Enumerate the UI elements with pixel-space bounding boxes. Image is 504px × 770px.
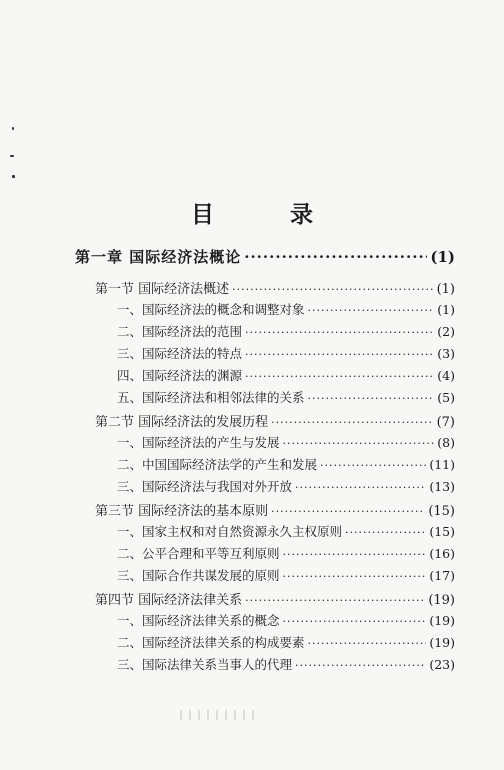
dot-leader xyxy=(271,416,433,429)
toc-page-number: (16) xyxy=(429,546,455,561)
toc-section-4[interactable] xyxy=(95,589,455,608)
toc-item[interactable] xyxy=(117,300,455,318)
dot-leader xyxy=(245,594,425,607)
toc-page-number: (19) xyxy=(429,635,455,650)
dot-leader xyxy=(295,481,426,494)
scan-speck xyxy=(10,155,14,157)
toc-item[interactable] xyxy=(117,566,455,584)
toc-entry-label: 二、国际经济法律关系的构成要素 xyxy=(117,635,305,650)
toc-entry-label: 一、国际经济法的概念和调整对象 xyxy=(117,302,305,317)
toc-page-number: (15) xyxy=(429,524,455,539)
toc-entry-label: 四、国际经济法的渊源 xyxy=(117,368,243,383)
toc-page-number: (11) xyxy=(429,457,455,472)
toc-entry-label: 三、国际法律关系当事人的代理 xyxy=(117,657,293,672)
dot-leader xyxy=(283,615,427,628)
toc-item[interactable] xyxy=(117,366,455,384)
dot-leader xyxy=(245,326,434,339)
toc-entry-label: 第二节 国际经济法的发展历程 xyxy=(95,415,269,430)
toc-item[interactable] xyxy=(117,655,455,673)
toc-entry-label: 三、国际合作共谋发展的原则 xyxy=(117,568,280,583)
toc-entry-label: 第四节 国际经济法律关系 xyxy=(95,593,243,608)
toc-entry-label: 第三节 国际经济法的基本原则 xyxy=(95,504,269,519)
dot-leader xyxy=(245,348,434,361)
toc-page-number: (19) xyxy=(428,593,455,608)
scan-speck xyxy=(12,175,15,178)
toc-entry-label: 三、国际经济法的特点 xyxy=(117,346,243,361)
toc-item[interactable] xyxy=(117,633,455,651)
scan-speck xyxy=(12,127,14,130)
toc-page-number: (23) xyxy=(429,657,455,672)
toc-entry-label: 第一节 国际经济法概述 xyxy=(95,282,230,297)
toc-page-number: (13) xyxy=(429,479,455,494)
dot-leader xyxy=(245,370,434,383)
dot-leader xyxy=(232,283,433,296)
dot-leader xyxy=(308,392,435,405)
dot-leader xyxy=(244,248,427,266)
dot-leader xyxy=(295,659,426,672)
dot-leader xyxy=(283,570,427,583)
toc-item[interactable] xyxy=(117,611,455,629)
toc-entry-label: 二、中国国际经济法学的产生和发展 xyxy=(117,457,318,472)
dot-leader xyxy=(283,437,435,450)
toc-item[interactable] xyxy=(117,322,455,340)
dot-leader xyxy=(320,459,426,472)
toc-entry-label: 第一章 国际经济法概论 xyxy=(75,248,242,266)
dot-leader xyxy=(345,526,426,539)
toc-item[interactable] xyxy=(117,433,455,451)
toc-page-number: (7) xyxy=(436,415,455,430)
toc-item[interactable] xyxy=(117,388,455,406)
toc-item[interactable] xyxy=(117,544,455,562)
dot-leader xyxy=(308,637,427,650)
toc-page-number: (8) xyxy=(437,435,455,450)
toc-page-number: (4) xyxy=(437,368,455,383)
toc-page-number: (19) xyxy=(429,613,455,628)
toc-section-3[interactable] xyxy=(95,500,455,519)
toc-item[interactable] xyxy=(117,477,455,495)
toc-page-number: (17) xyxy=(429,568,455,583)
toc-item[interactable] xyxy=(117,344,455,362)
toc-entry-label: 三、国际经济法与我国对外开放 xyxy=(117,479,293,494)
toc-entry-label: 二、国际经济法的范围 xyxy=(117,324,243,339)
toc-page-number: (1) xyxy=(437,302,455,317)
page-title: 目 录 xyxy=(190,201,347,228)
toc-page-number: (5) xyxy=(437,390,455,405)
toc-item[interactable] xyxy=(117,455,455,473)
toc-entry-label: 一、国家主权和对自然资源永久主权原则 xyxy=(117,524,343,539)
dot-leader xyxy=(308,304,435,317)
toc-item[interactable] xyxy=(117,522,455,540)
toc-section-2[interactable] xyxy=(95,411,455,430)
toc-entry-label: 一、国际经济法的产生与发展 xyxy=(117,435,280,450)
toc-page-number: (1) xyxy=(430,248,455,266)
toc-entry-label: 一、国际经济法律关系的概念 xyxy=(117,613,280,628)
dot-leader xyxy=(283,548,427,561)
scan-smudge xyxy=(180,710,260,720)
dot-leader xyxy=(271,505,425,518)
toc-page-number: (1) xyxy=(436,282,455,297)
toc-section-1[interactable] xyxy=(95,278,455,297)
toc-page-number: (2) xyxy=(437,324,455,339)
toc-chapter-1[interactable] xyxy=(75,246,455,267)
toc-page-number: (3) xyxy=(437,346,455,361)
toc-page-number: (15) xyxy=(428,504,455,519)
toc-entry-label: 五、国际经济法和相邻法律的关系 xyxy=(117,390,305,405)
toc-entry-label: 二、公平合理和平等互利原则 xyxy=(117,546,280,561)
